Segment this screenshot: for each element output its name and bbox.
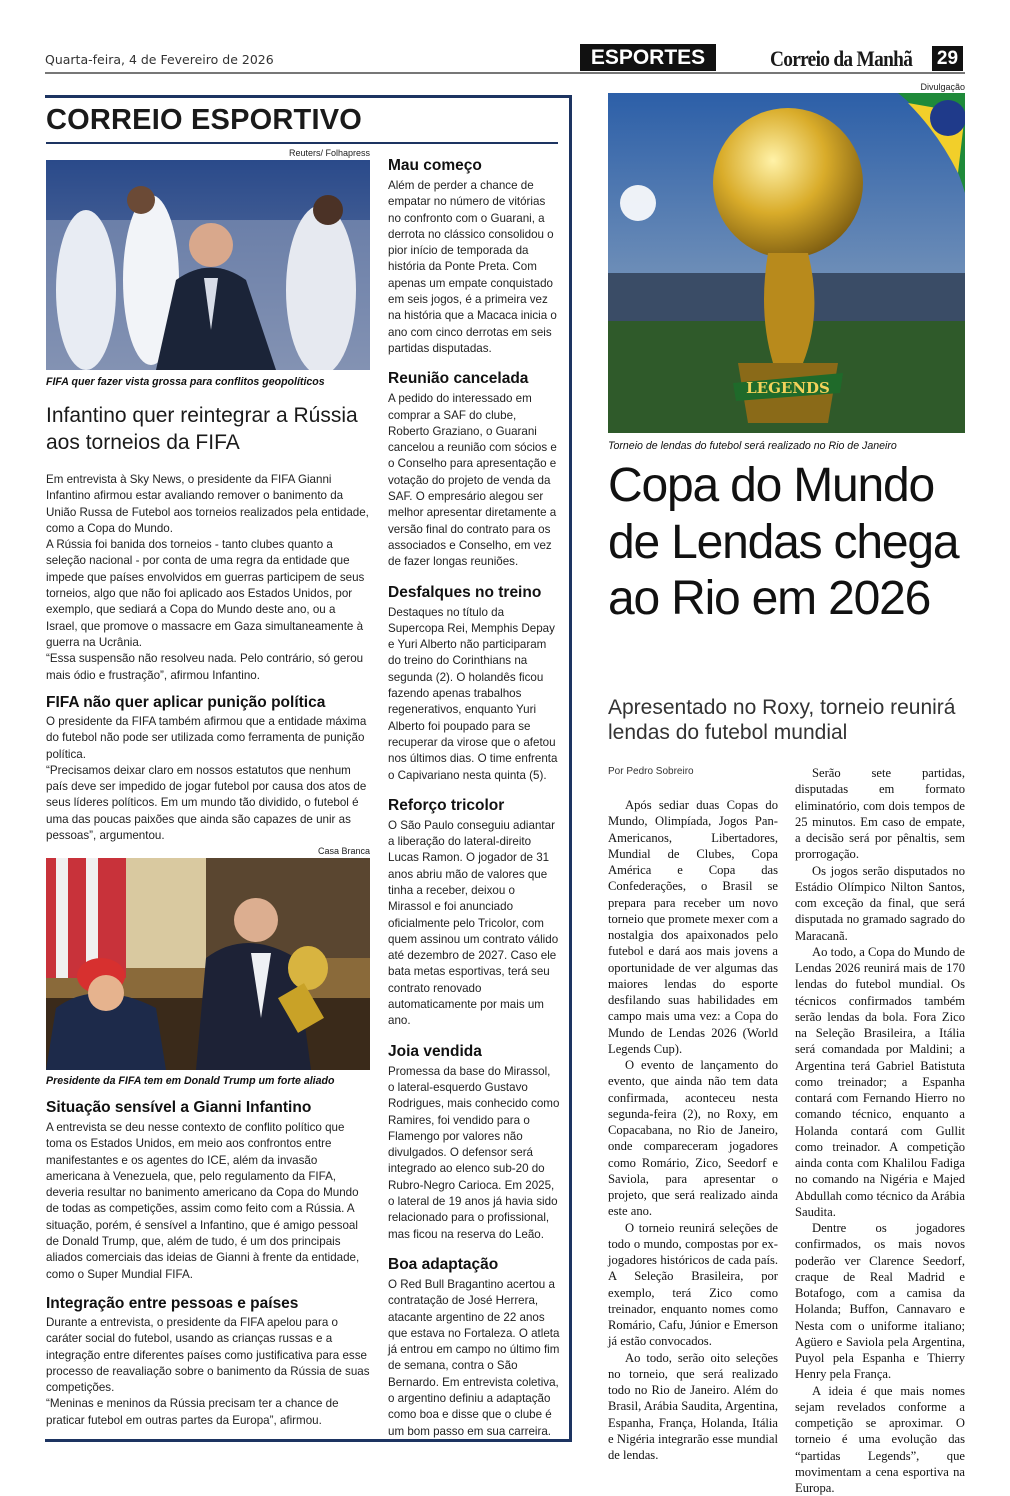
note-title: Reunião cancelada: [388, 369, 560, 389]
paragraph: O presidente da FIFA também afirmou que a entidade máxima do futebol não pode ser utilizada como ferramenta de punição política.: [46, 714, 370, 763]
note-body: Destaques no título da Supercopa Rei, Memphis Depay e Yuri Alberto não participaram do treino do Corinthians na segunda (2). O holandês ficou fazendo apenas trabalhos regenerativos, enquanto Yuri Alberto foi poupado para se recuperar da virose que o afetou nos últimos dias. O time enfrenta o Capivariano nesta quinta (5).: [388, 605, 560, 784]
photo-caption: Presidente da FIFA tem em Donald Trump um forte aliado: [46, 1075, 334, 1087]
paragraph: O evento de lançamento do evento, que ainda não tem data confirmada, aconteceu nesta segunda-feira (2), no Roxy, em Copacabana, no Rio de Janeiro, onde compareceram jogadores como Romário, Zico, Seedorf e Saviola, para apresentar o projeto, que será realizado ainda este ano.: [608, 1057, 778, 1220]
photo-credit: Casa Branca: [46, 846, 370, 856]
paragraph: Ao todo, a Copa do Mundo de Lendas 2026 reunirá mais de 170 lendas do futebol mundial. Os técnicos confirmados também serão lendas da bola. Fora Zico na Seleção Brasileira, a Itália será comandada por Maldini; a Argentina terá Gabriel Batistuta como treinador; a Espanha contará com Fernando Hierro no comando técnico, enquanto a Holanda contará com Gullit como treinador. A competição ainda conta com Khalilou Fadiga no comando na Nigéria e Majed Abdullah como técnico da Arábia Saudita.: [795, 944, 965, 1220]
legends-trophy-photo: [608, 93, 965, 433]
kicker-divider: [46, 142, 558, 144]
paragraph: “Meninas e meninos da Rússia precisam ter a chance de praticar futebol em outras partes da Europa”, afirmou.: [46, 1396, 370, 1429]
paragraph: A ideia é que mais nomes sejam revelados conforme a competição se aproximar. O torneio é uma evolução das “partidas Legends”, que movimentam a cena esportiva na Europa.: [795, 1383, 965, 1496]
paragraph: Serão sete partidas, disputadas em formato eliminatório, com dois tempos de 25 minutos. Em caso de empate, a decisão será por pênaltis, sem prorrogação.: [795, 765, 965, 863]
photo-caption: FIFA quer fazer vista grossa para conflitos geopolíticos: [46, 376, 325, 388]
section-kicker: CORREIO ESPORTIVO: [46, 104, 362, 137]
paragraph: Dentre os jogadores confirmados, os mais novos poderão ver Clarence Seedorf, craque de Real Madrid e Botafogo, com a camisa da Holanda; Buffon, Cannavaro e Nesta com o uniforme italiano; Agüero e Saviola pela Argentina, Puyol pela Espanha e Thierry Henry pela França.: [795, 1220, 965, 1383]
note-title: Desfalques no treino: [388, 583, 560, 603]
note-body: O São Paulo conseguiu adiantar a liberação do lateral-direito Lucas Ramon. O jogador de 31 anos abriu mão de valores que tinha a receber, deixou o Mirassol e foi anunciado oficialmente pelo Tricolor, com quem assinou um contrato válido até dezembro de 2027. Caso ele bata metas esportivas, terá seu contrato renovado automaticamente por mais um ano.: [388, 818, 560, 1030]
article-headline: Infantino quer reintegrar a Rússia aos torneios da FIFA: [46, 402, 366, 456]
main-article-column-2: [795, 765, 965, 1496]
news-notes-column: [388, 156, 560, 1440]
note-title: Mau começo: [388, 156, 560, 176]
subheading: Situação sensível a Gianni Infantino: [46, 1098, 311, 1118]
trump-infantino-photo: [46, 858, 370, 1070]
paragraph: A entrevista se deu nesse contexto de conflito político que toma os Estados Unidos, em meio aos confrontos entre manifestantes e os agentes do ICE, além da invasão americana à Venezuela, que, pelo regulamento da FIFA, deveria resultar no banimento americano da Copa do Mundo de todas as competições, assim como feito com a Rússia. A situação, porém, é sensível a Infantino, que é amigo pessoal de Donald Trump, que, além de tudo, é um dos principais aliados comerciais das ideias de Gianni à frente da entidade, como o Super Mundial FIFA.: [46, 1120, 372, 1283]
paragraph: Após sediar duas Copas do Mundo, Olimpíada, Jogos Pan-Americanos, Libertadores, Mundial de Clubes, Copa América e Copa das Confederações, o Brasil se prepara para receber um novo torneio que promete mexer com a nostalgia dos apaixonados pelo futebol e dará aos mais jovens a oportunidade de ver algumas das maiores lendas do esporte desfilando suas habilidades em campo mais uma vez: a Copa do Mundo de Lendas 2026 (World Legends Cup).: [608, 797, 778, 1057]
note-body: O Red Bull Bragantino acertou a contratação de José Herrera, atacante argentino de 22 anos que estava no Fortaleza. O atleta já entrou em campo no último fim de semana, contra o São Bernardo. Em entrevista coletiva, o argentino definiu a adaptação como boa e disse que o clube é um bom passo em sua carreira.: [388, 1277, 560, 1440]
paragraph: “Precisamos deixar claro em nossos estatutos que nenhum país deve ser impedido de jogar futebol por causa dos atos de seus líderes políticos. Em um mundo tão dividido, o futebol é uma das poucas paixões que ainda são capazes de unir as pessoas”, argumentou.: [46, 763, 370, 844]
note-title: Reforço tricolor: [388, 796, 560, 816]
paragraph: Em entrevista à Sky News, o presidente da FIFA Gianni Infantino afirmou estar avaliando remover o banimento da União Russa de Futebol aos torneios realizados pela entidade, como a Copa do Mundo.: [46, 472, 370, 537]
newspaper-logo: Correio da Manhã: [770, 46, 912, 72]
article-section: [46, 1315, 370, 1429]
paragraph: Ao todo, serão oito seleções no torneio, que será realizado todo no Rio de Janeiro. Além do Brasil, Arábia Saudita, Argentina, Espanha, França, Holanda, Itália e Nigéria integrarão esse mundial de lendas.: [608, 1350, 778, 1464]
issue-date: Quarta-feira, 4 de Fevereiro de 2026: [45, 52, 274, 67]
paragraph: A Rússia foi banida dos torneios - tanto clubes quanto a seleção nacional - por conta de uma regra da entidade que impede que países envolvidos em guerras participem de seus torneios, algo que não foi aplicado aos Estados Unidos, por exemplo, que sediará a Copa do Mundo deste ano, ou a Israel, que promove o massacre em Gaza simultaneamente à guerra na Ucrânia.: [46, 537, 370, 651]
article-section: [46, 1120, 372, 1283]
page-number: 29: [932, 46, 963, 71]
article-intro: [46, 472, 370, 684]
paragraph: Durante a entrevista, o presidente da FIFA apelou para o caráter social do futebol, usando as crianças russas e a integração entre diferentes países como justificativa para esse processo de reavaliação sobre o banimento da Rússia de suas competições.: [46, 1315, 370, 1396]
note-title: Boa adaptação: [388, 1255, 560, 1275]
main-headline: Copa do Mundo de Lendas chega ao Rio em 2026: [608, 458, 968, 628]
section-label: ESPORTES: [580, 44, 716, 71]
paragraph: O torneio reunirá seleções de todo o mundo, compostas por ex-jogadores históricos de cada país. A Seleção Brasileira, por exemplo, terá Zico como treinador, enquanto nomes como Romário, Cafu, Júnior e Emerson já estão convocados.: [608, 1220, 778, 1350]
legends-logo-text: LEGENDS: [746, 379, 830, 397]
photo-caption: Torneio de lendas do futebol será realizado no Rio de Janeiro: [608, 440, 897, 452]
note-body: Promessa da base do Mirassol, o lateral-esquerdo Gustavo Rodrigues, mais conhecido como Ramires, foi vendido para o Flamengo por valores não divulgados. O defensor será integrado ao elenco sub-20 do Rubro-Negro Carioca. Em 2025, o lateral de 19 anos já havia sido relacionado para o profissional, mas ficou na reserva do Leão.: [388, 1064, 560, 1243]
byline: Por Pedro Sobreiro: [608, 766, 694, 777]
main-deck: Apresentado no Roxy, torneio reunirá lendas do futebol mundial: [608, 695, 968, 745]
subheading: Integração entre pessoas e países: [46, 1294, 298, 1314]
photo-credit: Reuters/ Folhapress: [46, 148, 370, 158]
main-article-column-1: [608, 797, 778, 1463]
paragraph: “Essa suspensão não resolveu nada. Pelo contrário, só gerou mais ódio e frustração”, afirmou Infantino.: [46, 651, 370, 684]
subheading: FIFA não quer aplicar punição política: [46, 693, 325, 713]
note-title: Joia vendida: [388, 1042, 560, 1062]
photo-credit: Divulgação: [608, 82, 965, 92]
header-divider: [45, 72, 965, 74]
note-body: Além de perder a chance de empatar no número de vitórias no confronto com o Guarani, a derrota no clássico consolidou o pior início de temporada da história da Ponte Preta. Com apenas um empate conquistado em seis jogos, é a primeira vez na história que a Macaca inicia o ano com cinco derrotas em seis partidas disputadas.: [388, 178, 560, 357]
article-section: [46, 714, 370, 844]
paragraph: Os jogos serão disputados no Estádio Olímpico Nilton Santos, com exceção da final, que será disputada no gramado sagrado do Maracanã.: [795, 863, 965, 944]
note-body: A pedido do interessado em comprar a SAF do clube, Roberto Graziano, o Guarani cancelou a reunião com sócios e o Conselho para apresentação e votação do projeto de venda da SAF. O empresário alegou ser melhor apresentar diretamente a versão final do contrato para os associados e Conselho, em vez de fazer longas reuniões.: [388, 391, 560, 570]
infantino-photo: [46, 160, 370, 370]
